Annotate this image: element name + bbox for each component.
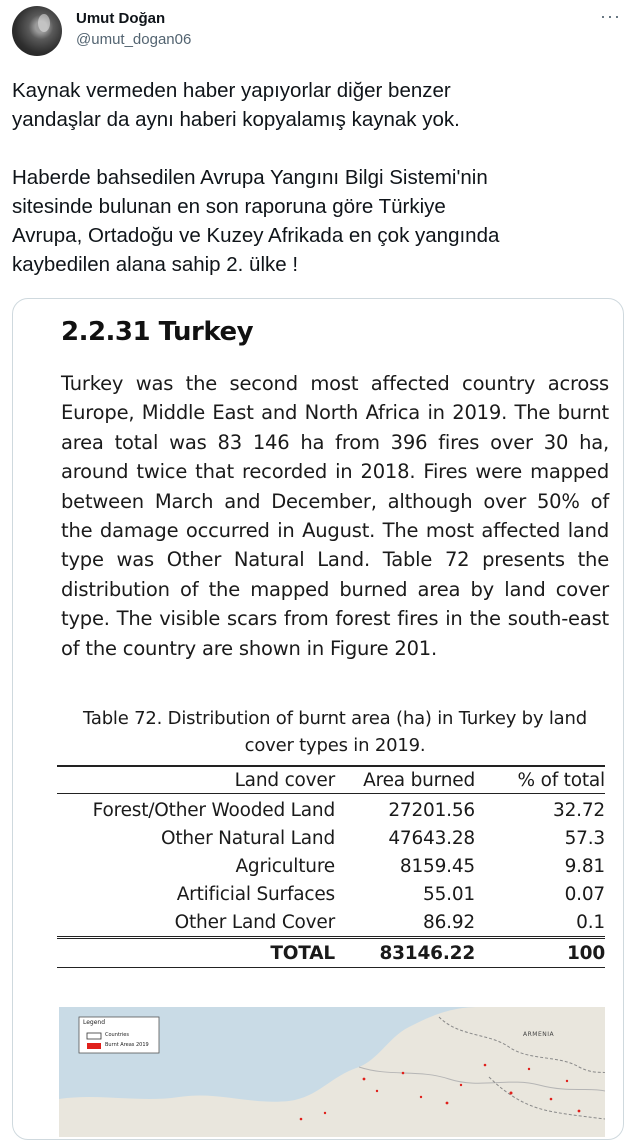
tweet-text (12, 76, 622, 279)
table-cell: 32.72 (553, 799, 605, 821)
map-legend-item: Burnt Areas 2019 (105, 1042, 149, 1048)
section-title: 2.2.31 Turkey (61, 317, 254, 347)
table-cell: 55.01 (423, 883, 475, 905)
table-cell: 27201.56 (388, 799, 475, 821)
map-label: ARMENIA (523, 1031, 555, 1038)
table-cell: Other Natural Land (160, 827, 335, 849)
table-row (57, 908, 605, 938)
table-row (57, 824, 605, 852)
table-header: Area burned (335, 766, 475, 794)
table-row (57, 880, 605, 908)
table-row (57, 852, 605, 880)
table-total-row (57, 938, 605, 968)
burnt-area-swatch (87, 1043, 101, 1049)
table-header-row (57, 766, 605, 794)
table-cell: 57.3 (564, 827, 605, 849)
table-caption: Table 72. Distribution of burnt area (ha) in Turkey by land cover types in 2019. (83, 708, 587, 756)
table-row (57, 794, 605, 825)
table-cell: 83146.22 (335, 938, 475, 968)
burnt-area-map (59, 1007, 605, 1137)
table-cell: Agriculture (235, 855, 335, 877)
author-name[interactable]: Umut Doğan (76, 10, 166, 27)
map-legend-item: Countries (105, 1032, 129, 1038)
table-header: % of total (475, 766, 605, 794)
table-cell: 8159.45 (399, 855, 475, 877)
attached-image[interactable] (12, 298, 624, 1140)
more-horizontal-icon[interactable]: ··· (600, 6, 621, 26)
avatar[interactable] (12, 6, 62, 56)
table-cell: TOTAL (57, 938, 335, 968)
table-cell: Other Land Cover (174, 911, 335, 933)
table-cell: 86.92 (423, 911, 475, 933)
table-cell: 0.1 (576, 911, 605, 933)
tweet-paragraph: Haberde bahsedilen Avrupa Yangını Bilgi Sistemi'nin sitesinde bulunan en son raporuna göre Türkiye Avrupa, Ortadoğu ve Kuzey Afrikada en çok yangında kaybedilen alana sahip 2. ülke ! (12, 166, 500, 276)
table-header: Land cover (57, 766, 335, 794)
burnt-area-table (57, 765, 605, 968)
section-paragraph: Turkey was the second most affected country across Europe, Middle East and North Africa in 2019. The burnt area total was 83 146 ha from 396 fires over 30 ha, around twice that recorded in 2018. Fires were mapped between March and December, although over 50% of the damage occurred in August. The most affected land type was Other Natural Land. Table 72 presents the distribution of the mapped burned area by land cover type. The visible scars from forest fires in the south-east of the country are shown in Figure 201. (61, 372, 609, 660)
table-cell: 47643.28 (388, 827, 475, 849)
tweet-paragraph: Kaynak vermeden haber yapıyorlar diğer benzer yandaşlar da aynı haberi kopyalamış kaynak yok. (12, 79, 460, 131)
map-legend-title: Legend (83, 1019, 106, 1026)
table-cell: Artificial Surfaces (176, 883, 335, 905)
table-cell: 0.07 (564, 883, 605, 905)
table-cell: 100 (475, 938, 605, 968)
table-cell: 9.81 (564, 855, 605, 877)
author-handle[interactable]: @umut_dogan06 (76, 31, 192, 48)
table-cell: Forest/Other Wooded Land (92, 799, 335, 821)
